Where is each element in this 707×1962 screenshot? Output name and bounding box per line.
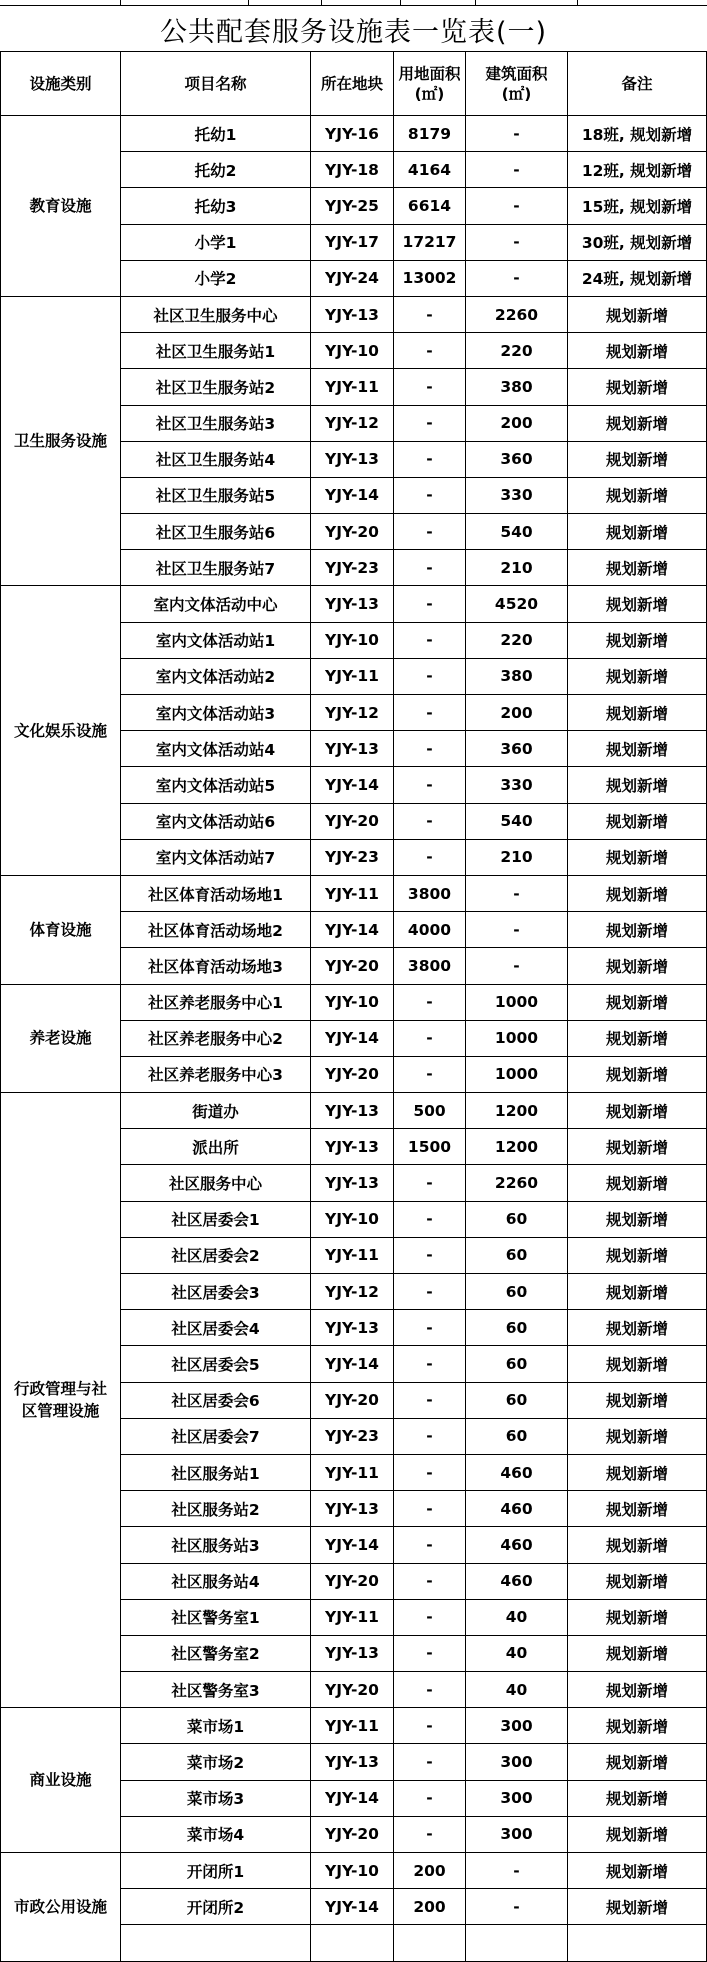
land-area-cell: 6614 bbox=[394, 188, 466, 224]
note-cell: 规划新增 bbox=[568, 1093, 707, 1129]
floor-area-cell: 1000 bbox=[466, 984, 568, 1020]
land-area-cell: - bbox=[394, 839, 466, 875]
header-category: 设施类别 bbox=[1, 52, 121, 116]
land-area-cell: - bbox=[394, 1527, 466, 1563]
floor-area-cell: 40 bbox=[466, 1672, 568, 1708]
plot-cell: YJY-12 bbox=[311, 695, 394, 731]
land-area-cell: 200 bbox=[394, 1853, 466, 1889]
note-cell: 规划新增 bbox=[568, 1274, 707, 1310]
plot-cell: YJY-10 bbox=[311, 984, 394, 1020]
name-cell: 菜市场2 bbox=[121, 1744, 311, 1780]
name-cell: 开闭所2 bbox=[121, 1889, 311, 1925]
plot-cell: YJY-13 bbox=[311, 731, 394, 767]
land-area-cell: - bbox=[394, 586, 466, 622]
name-cell: 社区体育活动场地1 bbox=[121, 875, 311, 911]
note-cell: 规划新增 bbox=[568, 839, 707, 875]
category-cell: 行政管理与社区管理设施 bbox=[1, 1093, 121, 1708]
name-cell: 社区警务室1 bbox=[121, 1599, 311, 1635]
note-cell: 规划新增 bbox=[568, 1889, 707, 1925]
name-cell: 室内文体活动站5 bbox=[121, 767, 311, 803]
land-area-cell: - bbox=[394, 1816, 466, 1852]
floor-area-cell: 60 bbox=[466, 1237, 568, 1273]
plot-cell: YJY-20 bbox=[311, 1382, 394, 1418]
plot-cell: YJY-13 bbox=[311, 1310, 394, 1346]
plot-cell: YJY-10 bbox=[311, 622, 394, 658]
floor-area-cell: 40 bbox=[466, 1635, 568, 1671]
category-cell: 卫生服务设施 bbox=[1, 296, 121, 586]
note-cell: 12班, 规划新增 bbox=[568, 152, 707, 188]
name-cell: 室内文体活动站4 bbox=[121, 731, 311, 767]
name-cell: 开闭所1 bbox=[121, 1853, 311, 1889]
table-row bbox=[1, 586, 707, 622]
note-cell: 规划新增 bbox=[568, 1491, 707, 1527]
table-row bbox=[1, 1708, 707, 1744]
plot-cell: YJY-14 bbox=[311, 1527, 394, 1563]
floor-area-cell: 1200 bbox=[466, 1093, 568, 1129]
land-area-cell: - bbox=[394, 1201, 466, 1237]
note-cell: 规划新增 bbox=[568, 1382, 707, 1418]
floor-area-cell: - bbox=[466, 188, 568, 224]
floor-area-cell: 330 bbox=[466, 477, 568, 513]
note-cell: 规划新增 bbox=[568, 1816, 707, 1852]
floor-area-cell: 380 bbox=[466, 658, 568, 694]
note-cell: 规划新增 bbox=[568, 1780, 707, 1816]
plot-cell: YJY-10 bbox=[311, 1853, 394, 1889]
name-cell bbox=[121, 1925, 311, 1961]
header-row bbox=[1, 52, 707, 116]
note-cell: 规划新增 bbox=[568, 731, 707, 767]
plot-cell: YJY-14 bbox=[311, 912, 394, 948]
note-cell: 15班, 规划新增 bbox=[568, 188, 707, 224]
name-cell: 社区居委会4 bbox=[121, 1310, 311, 1346]
floor-area-cell: 460 bbox=[466, 1527, 568, 1563]
plot-cell: YJY-20 bbox=[311, 1056, 394, 1092]
note-cell: 24班, 规划新增 bbox=[568, 260, 707, 296]
plot-cell: YJY-25 bbox=[311, 188, 394, 224]
note-cell: 规划新增 bbox=[568, 1454, 707, 1490]
note-cell: 规划新增 bbox=[568, 441, 707, 477]
table-row bbox=[1, 984, 707, 1020]
plot-cell: YJY-13 bbox=[311, 1491, 394, 1527]
plot-cell: YJY-11 bbox=[311, 369, 394, 405]
land-area-cell: 500 bbox=[394, 1093, 466, 1129]
plot-cell: YJY-11 bbox=[311, 875, 394, 911]
floor-area-cell: - bbox=[466, 152, 568, 188]
land-area-cell: - bbox=[394, 477, 466, 513]
floor-area-cell: 460 bbox=[466, 1454, 568, 1490]
land-area-cell: - bbox=[394, 731, 466, 767]
category-cell: 养老设施 bbox=[1, 984, 121, 1093]
name-cell: 室内文体活动站1 bbox=[121, 622, 311, 658]
note-cell: 规划新增 bbox=[568, 296, 707, 332]
floor-area-cell: 1000 bbox=[466, 1056, 568, 1092]
land-area-cell: - bbox=[394, 1346, 466, 1382]
note-cell bbox=[568, 1925, 707, 1961]
table-row bbox=[1, 1853, 707, 1889]
land-area-cell: - bbox=[394, 1237, 466, 1273]
facility-table bbox=[0, 51, 707, 1962]
note-cell: 18班, 规划新增 bbox=[568, 116, 707, 152]
note-cell: 规划新增 bbox=[568, 1635, 707, 1671]
floor-area-cell: 1200 bbox=[466, 1129, 568, 1165]
name-cell: 社区警务室3 bbox=[121, 1672, 311, 1708]
name-cell: 室内文体活动站6 bbox=[121, 803, 311, 839]
land-area-cell: 1500 bbox=[394, 1129, 466, 1165]
name-cell: 菜市场1 bbox=[121, 1708, 311, 1744]
name-cell: 社区卫生服务站5 bbox=[121, 477, 311, 513]
floor-area-cell: - bbox=[466, 116, 568, 152]
land-area-cell: - bbox=[394, 1165, 466, 1201]
land-area-cell: - bbox=[394, 550, 466, 586]
land-area-cell: - bbox=[394, 1310, 466, 1346]
name-cell: 室内文体活动站3 bbox=[121, 695, 311, 731]
land-area-cell: - bbox=[394, 333, 466, 369]
plot-cell: YJY-13 bbox=[311, 1165, 394, 1201]
name-cell: 社区居委会1 bbox=[121, 1201, 311, 1237]
floor-area-cell: - bbox=[466, 1889, 568, 1925]
land-area-cell: 200 bbox=[394, 1889, 466, 1925]
plot-cell: YJY-17 bbox=[311, 224, 394, 260]
note-cell: 规划新增 bbox=[568, 948, 707, 984]
note-cell: 规划新增 bbox=[568, 586, 707, 622]
plot-cell: YJY-11 bbox=[311, 1454, 394, 1490]
land-area-cell: - bbox=[394, 1672, 466, 1708]
name-cell: 社区警务室2 bbox=[121, 1635, 311, 1671]
land-area-cell: - bbox=[394, 1780, 466, 1816]
land-area-cell: - bbox=[394, 1274, 466, 1310]
floor-area-cell: 300 bbox=[466, 1744, 568, 1780]
land-area-cell: - bbox=[394, 296, 466, 332]
plot-cell: YJY-20 bbox=[311, 514, 394, 550]
floor-area-cell: 220 bbox=[466, 622, 568, 658]
name-cell: 社区卫生服务站1 bbox=[121, 333, 311, 369]
plot-cell: YJY-20 bbox=[311, 1816, 394, 1852]
land-area-cell: - bbox=[394, 1491, 466, 1527]
name-cell: 室内文体活动站7 bbox=[121, 839, 311, 875]
note-cell: 30班, 规划新增 bbox=[568, 224, 707, 260]
name-cell: 托幼1 bbox=[121, 116, 311, 152]
floor-area-cell: 300 bbox=[466, 1708, 568, 1744]
note-cell: 规划新增 bbox=[568, 1310, 707, 1346]
plot-cell: YJY-24 bbox=[311, 260, 394, 296]
name-cell: 社区养老服务中心2 bbox=[121, 1020, 311, 1056]
land-area-cell: 4000 bbox=[394, 912, 466, 948]
note-cell: 规划新增 bbox=[568, 1563, 707, 1599]
floor-area-cell: 210 bbox=[466, 839, 568, 875]
name-cell: 托幼2 bbox=[121, 152, 311, 188]
floor-area-cell: 1000 bbox=[466, 1020, 568, 1056]
floor-area-cell: 60 bbox=[466, 1346, 568, 1382]
floor-area-cell: 60 bbox=[466, 1310, 568, 1346]
category-cell: 教育设施 bbox=[1, 116, 121, 297]
note-cell: 规划新增 bbox=[568, 1744, 707, 1780]
note-cell: 规划新增 bbox=[568, 1853, 707, 1889]
name-cell: 小学1 bbox=[121, 224, 311, 260]
name-cell: 社区服务站1 bbox=[121, 1454, 311, 1490]
note-cell: 规划新增 bbox=[568, 984, 707, 1020]
land-area-cell: - bbox=[394, 1635, 466, 1671]
name-cell: 小学2 bbox=[121, 260, 311, 296]
name-cell: 社区卫生服务站7 bbox=[121, 550, 311, 586]
note-cell: 规划新增 bbox=[568, 1346, 707, 1382]
land-area-cell: - bbox=[394, 1744, 466, 1780]
floor-area-cell: - bbox=[466, 260, 568, 296]
name-cell: 社区居委会3 bbox=[121, 1274, 311, 1310]
name-cell: 社区居委会6 bbox=[121, 1382, 311, 1418]
floor-area-cell: 60 bbox=[466, 1201, 568, 1237]
floor-area-cell: 40 bbox=[466, 1599, 568, 1635]
note-cell: 规划新增 bbox=[568, 1056, 707, 1092]
name-cell: 社区养老服务中心1 bbox=[121, 984, 311, 1020]
name-cell: 社区卫生服务站3 bbox=[121, 405, 311, 441]
name-cell: 社区养老服务中心3 bbox=[121, 1056, 311, 1092]
note-cell: 规划新增 bbox=[568, 1527, 707, 1563]
floor-area-cell bbox=[466, 1925, 568, 1961]
land-area-cell: 3800 bbox=[394, 875, 466, 911]
plot-cell: YJY-13 bbox=[311, 1744, 394, 1780]
table-row bbox=[1, 296, 707, 332]
header-note: 备注 bbox=[568, 52, 707, 116]
plot-cell: YJY-20 bbox=[311, 948, 394, 984]
plot-cell bbox=[311, 1925, 394, 1961]
plot-cell: YJY-20 bbox=[311, 1672, 394, 1708]
land-area-cell: - bbox=[394, 514, 466, 550]
plot-cell: YJY-11 bbox=[311, 1708, 394, 1744]
floor-area-cell: 360 bbox=[466, 731, 568, 767]
table-body bbox=[1, 116, 707, 1962]
name-cell: 社区卫生服务站4 bbox=[121, 441, 311, 477]
name-cell: 社区卫生服务站2 bbox=[121, 369, 311, 405]
floor-area-cell: 540 bbox=[466, 803, 568, 839]
name-cell: 菜市场3 bbox=[121, 1780, 311, 1816]
name-cell: 社区卫生服务中心 bbox=[121, 296, 311, 332]
header-floor-area-text: 建筑面积 (㎡) bbox=[485, 64, 548, 103]
name-cell: 派出所 bbox=[121, 1129, 311, 1165]
plot-cell: YJY-14 bbox=[311, 767, 394, 803]
name-cell: 社区居委会2 bbox=[121, 1237, 311, 1273]
land-area-cell: - bbox=[394, 1563, 466, 1599]
plot-cell: YJY-11 bbox=[311, 1599, 394, 1635]
note-cell: 规划新增 bbox=[568, 1237, 707, 1273]
land-area-cell: 3800 bbox=[394, 948, 466, 984]
header-plot: 所在地块 bbox=[311, 52, 394, 116]
name-cell: 室内文体活动站2 bbox=[121, 658, 311, 694]
note-cell: 规划新增 bbox=[568, 369, 707, 405]
plot-cell: YJY-14 bbox=[311, 1020, 394, 1056]
plot-cell: YJY-13 bbox=[311, 1635, 394, 1671]
plot-cell: YJY-14 bbox=[311, 1889, 394, 1925]
land-area-cell: 13002 bbox=[394, 260, 466, 296]
note-cell: 规划新增 bbox=[568, 658, 707, 694]
land-area-cell: - bbox=[394, 984, 466, 1020]
plot-cell: YJY-12 bbox=[311, 1274, 394, 1310]
name-cell: 社区居委会7 bbox=[121, 1418, 311, 1454]
plot-cell: YJY-13 bbox=[311, 296, 394, 332]
category-cell: 文化娱乐设施 bbox=[1, 586, 121, 876]
header-floor-area bbox=[466, 52, 568, 116]
name-cell: 街道办 bbox=[121, 1093, 311, 1129]
floor-area-cell: - bbox=[466, 912, 568, 948]
floor-area-cell: 2260 bbox=[466, 1165, 568, 1201]
plot-cell: YJY-14 bbox=[311, 477, 394, 513]
note-cell: 规划新增 bbox=[568, 622, 707, 658]
table-row bbox=[1, 875, 707, 911]
category-cell: 市政公用设施 bbox=[1, 1853, 121, 1962]
category-cell: 体育设施 bbox=[1, 875, 121, 984]
land-area-cell: - bbox=[394, 1020, 466, 1056]
note-cell: 规划新增 bbox=[568, 1418, 707, 1454]
floor-area-cell: 330 bbox=[466, 767, 568, 803]
floor-area-cell: 460 bbox=[466, 1563, 568, 1599]
plot-cell: YJY-11 bbox=[311, 658, 394, 694]
floor-area-cell: 200 bbox=[466, 695, 568, 731]
floor-area-cell: 300 bbox=[466, 1780, 568, 1816]
floor-area-cell: - bbox=[466, 948, 568, 984]
floor-area-cell: - bbox=[466, 224, 568, 260]
plot-cell: YJY-23 bbox=[311, 839, 394, 875]
table-row bbox=[1, 1093, 707, 1129]
name-cell: 社区服务站2 bbox=[121, 1491, 311, 1527]
note-cell: 规划新增 bbox=[568, 333, 707, 369]
note-cell: 规划新增 bbox=[568, 1165, 707, 1201]
name-cell: 社区体育活动场地3 bbox=[121, 948, 311, 984]
plot-cell: YJY-11 bbox=[311, 1237, 394, 1273]
note-cell: 规划新增 bbox=[568, 1129, 707, 1165]
land-area-cell: - bbox=[394, 369, 466, 405]
name-cell: 社区服务站4 bbox=[121, 1563, 311, 1599]
land-area-cell: - bbox=[394, 1418, 466, 1454]
name-cell: 托幼3 bbox=[121, 188, 311, 224]
note-cell: 规划新增 bbox=[568, 1020, 707, 1056]
plot-cell: YJY-14 bbox=[311, 1346, 394, 1382]
note-cell: 规划新增 bbox=[568, 550, 707, 586]
land-area-cell: - bbox=[394, 767, 466, 803]
plot-cell: YJY-10 bbox=[311, 1201, 394, 1237]
plot-cell: YJY-23 bbox=[311, 550, 394, 586]
floor-area-cell: 2260 bbox=[466, 296, 568, 332]
page-title: 公共配套服务设施表一览表(一) bbox=[159, 16, 548, 48]
note-cell: 规划新增 bbox=[568, 803, 707, 839]
note-cell: 规划新增 bbox=[568, 1599, 707, 1635]
land-area-cell: - bbox=[394, 441, 466, 477]
plot-cell: YJY-10 bbox=[311, 333, 394, 369]
name-cell: 社区服务中心 bbox=[121, 1165, 311, 1201]
note-cell: 规划新增 bbox=[568, 514, 707, 550]
land-area-cell: - bbox=[394, 405, 466, 441]
category-cell: 商业设施 bbox=[1, 1708, 121, 1853]
floor-area-cell: 220 bbox=[466, 333, 568, 369]
plot-cell: YJY-13 bbox=[311, 1093, 394, 1129]
floor-area-cell: 210 bbox=[466, 550, 568, 586]
note-cell: 规划新增 bbox=[568, 1201, 707, 1237]
land-area-cell: - bbox=[394, 695, 466, 731]
floor-area-cell: 60 bbox=[466, 1274, 568, 1310]
land-area-cell: 8179 bbox=[394, 116, 466, 152]
floor-area-cell: 460 bbox=[466, 1491, 568, 1527]
plot-cell: YJY-13 bbox=[311, 441, 394, 477]
note-cell: 规划新增 bbox=[568, 1708, 707, 1744]
land-area-cell: 4164 bbox=[394, 152, 466, 188]
name-cell: 社区体育活动场地2 bbox=[121, 912, 311, 948]
note-cell: 规划新增 bbox=[568, 405, 707, 441]
floor-area-cell: 380 bbox=[466, 369, 568, 405]
land-area-cell: - bbox=[394, 1454, 466, 1490]
note-cell: 规划新增 bbox=[568, 695, 707, 731]
name-cell: 菜市场4 bbox=[121, 1816, 311, 1852]
header-land-area-text: 用地面积 (㎡) bbox=[398, 64, 461, 103]
plot-cell: YJY-23 bbox=[311, 1418, 394, 1454]
plot-cell: YJY-14 bbox=[311, 1780, 394, 1816]
note-cell: 规划新增 bbox=[568, 875, 707, 911]
plot-cell: YJY-12 bbox=[311, 405, 394, 441]
floor-area-cell: - bbox=[466, 1853, 568, 1889]
top-rule bbox=[0, 0, 707, 6]
note-cell: 规划新增 bbox=[568, 477, 707, 513]
name-cell: 室内文体活动中心 bbox=[121, 586, 311, 622]
floor-area-cell: 360 bbox=[466, 441, 568, 477]
plot-cell: YJY-13 bbox=[311, 586, 394, 622]
plot-cell: YJY-13 bbox=[311, 1129, 394, 1165]
land-area-cell: - bbox=[394, 622, 466, 658]
plot-cell: YJY-18 bbox=[311, 152, 394, 188]
land-area-cell bbox=[394, 1925, 466, 1961]
floor-area-cell: 300 bbox=[466, 1816, 568, 1852]
land-area-cell: - bbox=[394, 1382, 466, 1418]
floor-area-cell: 60 bbox=[466, 1418, 568, 1454]
land-area-cell: - bbox=[394, 1056, 466, 1092]
floor-area-cell: 200 bbox=[466, 405, 568, 441]
floor-area-cell: - bbox=[466, 875, 568, 911]
floor-area-cell: 540 bbox=[466, 514, 568, 550]
floor-area-cell: 60 bbox=[466, 1382, 568, 1418]
land-area-cell: - bbox=[394, 1599, 466, 1635]
floor-area-cell: 4520 bbox=[466, 586, 568, 622]
land-area-cell: - bbox=[394, 803, 466, 839]
table-row bbox=[1, 116, 707, 152]
land-area-cell: 17217 bbox=[394, 224, 466, 260]
name-cell: 社区服务站3 bbox=[121, 1527, 311, 1563]
note-cell: 规划新增 bbox=[568, 912, 707, 948]
name-cell: 社区卫生服务站6 bbox=[121, 514, 311, 550]
note-cell: 规划新增 bbox=[568, 767, 707, 803]
plot-cell: YJY-16 bbox=[311, 116, 394, 152]
plot-cell: YJY-20 bbox=[311, 1563, 394, 1599]
header-name: 项目名称 bbox=[121, 52, 311, 116]
note-cell: 规划新增 bbox=[568, 1672, 707, 1708]
plot-cell: YJY-20 bbox=[311, 803, 394, 839]
land-area-cell: - bbox=[394, 1708, 466, 1744]
land-area-cell: - bbox=[394, 658, 466, 694]
header-land-area bbox=[394, 52, 466, 116]
name-cell: 社区居委会5 bbox=[121, 1346, 311, 1382]
